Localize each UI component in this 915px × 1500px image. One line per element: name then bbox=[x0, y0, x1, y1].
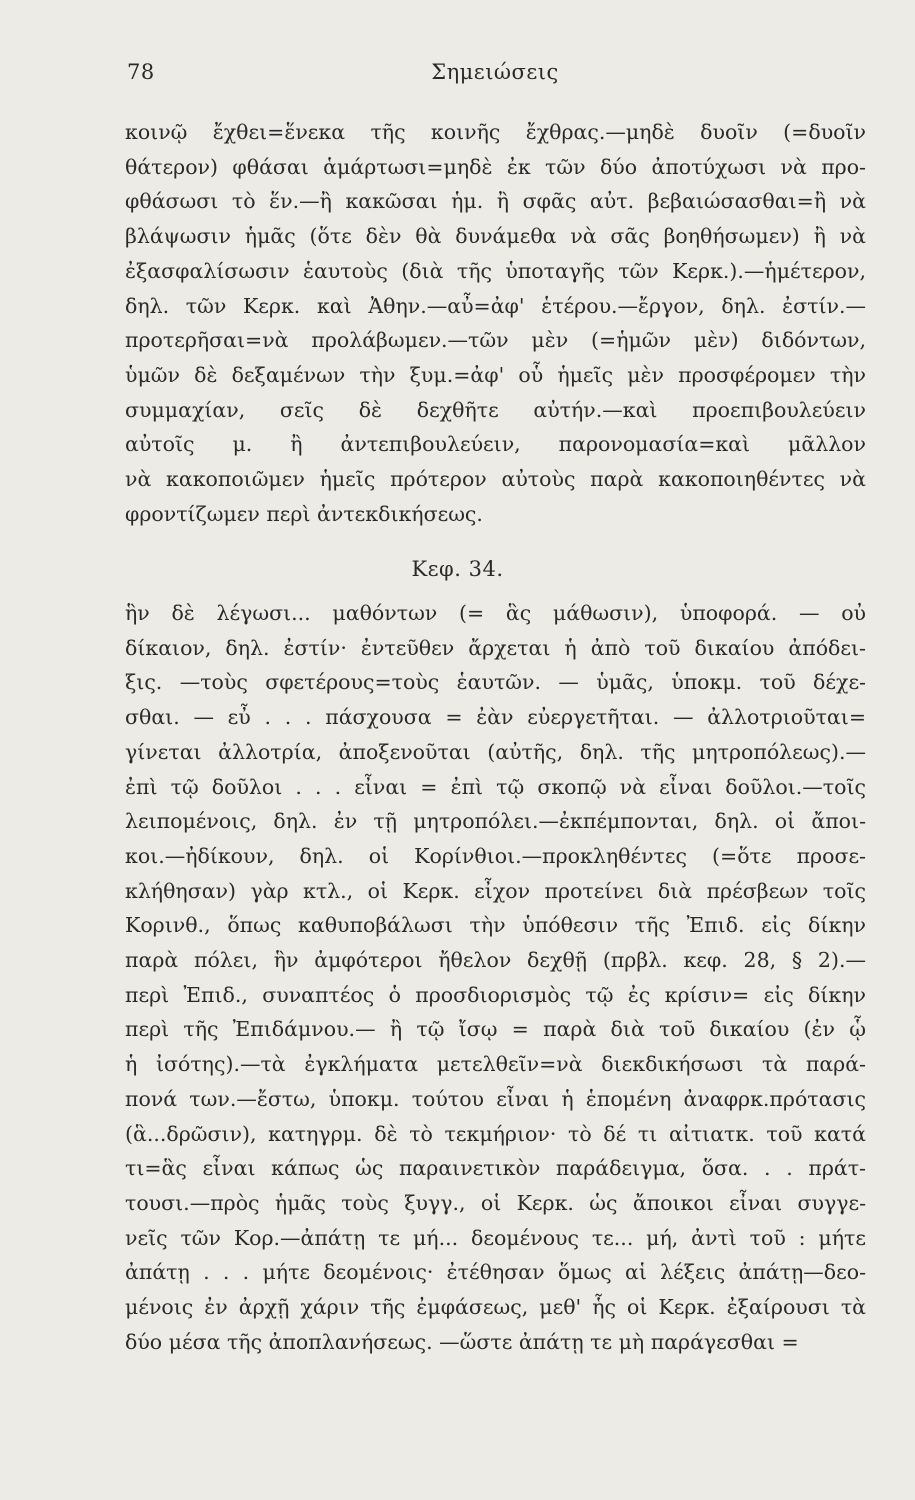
text-line: νὰ κακοποιῶμεν ἡμεῖς πρότερον αὐτοὺς παρὰ κακοποιηθέντες νὰ bbox=[125, 467, 866, 492]
text-line: μένοις ἐν ἀρχῇ χάριν τῆς ἐμφάσεως, μεθ' ἧς οἱ Κερκ. ἐξαίρουσι τὰ bbox=[125, 1295, 866, 1320]
notes-paragraph-1 bbox=[125, 115, 866, 531]
text-line: δίκαιον, δηλ. ἐστίν· ἐντεῦθεν ἄρχεται ἡ ἀπὸ τοῦ δικαίου ἀπόδει- bbox=[125, 635, 866, 660]
text-line: ἣν δὲ λέγωσι... μαθόντων (= ἃς μάθωσιν), ὑποφορά. — οὐ bbox=[125, 601, 866, 625]
text-line: παρὰ πόλει, ἣν ἀμφότεροι ἤθελον δεχθῇ (πρβλ. κεφ. 28, § 2).— bbox=[125, 948, 866, 973]
text-line: φθάσωσι τὸ ἕν.—ἢ κακῶσαι ἡμ. ἢ σφᾶς αὐτ. βεβαιώσασθαι=ἢ νὰ bbox=[125, 189, 866, 214]
text-line: τουσι.—πρὸς ἡμᾶς τοὺς ξυγγ., οἱ Κερκ. ὡς ἄποικοι εἶναι συγγε- bbox=[125, 1190, 866, 1215]
text-line: τι=ἃς εἶναι κάπως ὡς παραινετικὸν παράδειγμα, ὅσα. . . πράτ- bbox=[125, 1156, 866, 1181]
text-line: θάτερον) φθάσαι ἁμάρτωσι=μηδὲ ἐκ τῶν δύο ἀποτύχωσι νὰ προ- bbox=[125, 154, 866, 179]
text-line: λειπομένοις, δηλ. ἐν τῇ μητροπόλει.—ἐκπέμπονται, δηλ. οἱ ἄποι- bbox=[125, 809, 866, 834]
text-line: αὐτοῖς μ. ἢ ἀντεπιβουλεύειν, παρονομασία=καὶ μᾶλλον bbox=[125, 432, 866, 457]
text-line: δύο μέσα τῆς ἀποπλανήσεως. —ὥστε ἀπάτῃ τε μὴ παράγεσθαι = bbox=[125, 1329, 799, 1354]
text-line: ἀπάτῃ . . . μήτε δεομένοις· ἐτέθησαν ὅμως αἱ λέξεις ἀπάτῃ—δεο- bbox=[125, 1260, 866, 1285]
text-line: ὑμῶν δὲ δεξαμένων τὴν ξυμ.=ἀφ' οὗ ἡμεῖς μὲν προσφέρομεν τὴν bbox=[125, 362, 866, 387]
notes-paragraph-2 bbox=[125, 596, 866, 1359]
text-line: βλάψωσιν ἡμᾶς (ὅτε δὲν θὰ δυνάμεθα νὰ σᾶς βοηθήσωμεν) ἢ νὰ bbox=[125, 224, 866, 249]
text-line: κοι.—ἠδίκουν, δηλ. οἱ Κορίνθιοι.—προκληθέντες (=ὅτε προσε- bbox=[125, 843, 866, 868]
text-line: ἡ ἰσότης).—τὰ ἐγκλήματα μετελθεῖν=νὰ διεκδικήσωσι τὰ παρά- bbox=[125, 1052, 866, 1077]
text-line: γίνεται ἀλλοτρία, ἀποξενοῦται (αὐτῆς, δηλ. τῆς μητροπόλεως).— bbox=[125, 739, 866, 764]
text-line: ξις. —τοὺς σφετέρους=τοὺς ἑαυτῶν. — ὑμᾶς, ὑποκμ. τοῦ δέχε- bbox=[125, 670, 866, 695]
text-line: πονά των.—ἔστω, ὑποκμ. τούτου εἶναι ἡ ἑπομένη ἀναφρκ.πρότασις bbox=[125, 1086, 866, 1111]
text-line: προτερῆσαι=νὰ προλάβωμεν.—τῶν μὲν (=ἡμῶν μὲν) διδόντων, bbox=[125, 328, 866, 353]
text-line: νεῖς τῶν Κορ.—ἀπάτῃ τε μή... δεομένους τε... μή, ἀντὶ τοῦ : μήτε bbox=[125, 1225, 866, 1250]
text-line: (ἃ...δρῶσιν), κατηγρμ. δὲ τὸ τεκμήριον· τὸ δέ τι αἰτιατκ. τοῦ κατά bbox=[125, 1121, 866, 1146]
running-title: Σημειώσεις bbox=[431, 60, 559, 84]
text-line: κοινῷ ἔχθει=ἕνεκα τῆς κοινῆς ἔχθρας.—μηδὲ δυοῖν (=δυοῖν bbox=[125, 120, 866, 144]
page-number: 78 bbox=[127, 60, 155, 84]
text-line: περὶ τῆς Ἐπιδάμνου.— ἢ τῷ ἴσῳ = παρὰ διὰ τοῦ δικαίου (ἐν ᾧ bbox=[125, 1017, 866, 1042]
chapter-heading: Κεφ. 34. bbox=[411, 557, 504, 581]
page-header bbox=[125, 60, 865, 100]
text-line: Κορινθ., ὅπως καθυποβάλωσι τὴν ὑπόθεσιν τῆς Ἐπιδ. εἰς δίκην bbox=[125, 913, 866, 938]
text-line: ἐπὶ τῷ δοῦλοι . . . εἶναι = ἐπὶ τῷ σκοπῷ νὰ εἶναι δοῦλοι.—τοῖς bbox=[125, 774, 866, 799]
text-line: σθαι. — εὖ . . . πάσχουσα = ἐὰν εὐεργετῆται. — ἀλλοτριοῦται= bbox=[125, 705, 866, 730]
text-line: περὶ Ἐπιδ., συναπτέος ὁ προσδιορισμὸς τῷ ἐς κρίσιν= εἰς δίκην bbox=[125, 982, 866, 1007]
text-line: φροντίζωμεν περὶ ἀντεκδικήσεως. bbox=[125, 501, 483, 526]
text-line: συμμαχίαν, σεῖς δὲ δεχθῆτε αὐτήν.—καὶ προεπιβουλεύειν bbox=[125, 397, 866, 422]
text-line: δηλ. τῶν Κερκ. καὶ Ἀθην.—αὖ=ἀφ' ἑτέρου.—ἔργον, δηλ. ἐστίν.— bbox=[125, 293, 866, 318]
text-line: κλήθησαν) γὰρ κτλ., οἱ Κερκ. εἶχον προτείνει διὰ πρέσβεων τοῖς bbox=[125, 878, 866, 903]
text-line: ἐξασφαλίσωσιν ἑαυτοὺς (διὰ τῆς ὑποταγῆς τῶν Κερκ.).—ἡμέτερον, bbox=[125, 258, 866, 283]
